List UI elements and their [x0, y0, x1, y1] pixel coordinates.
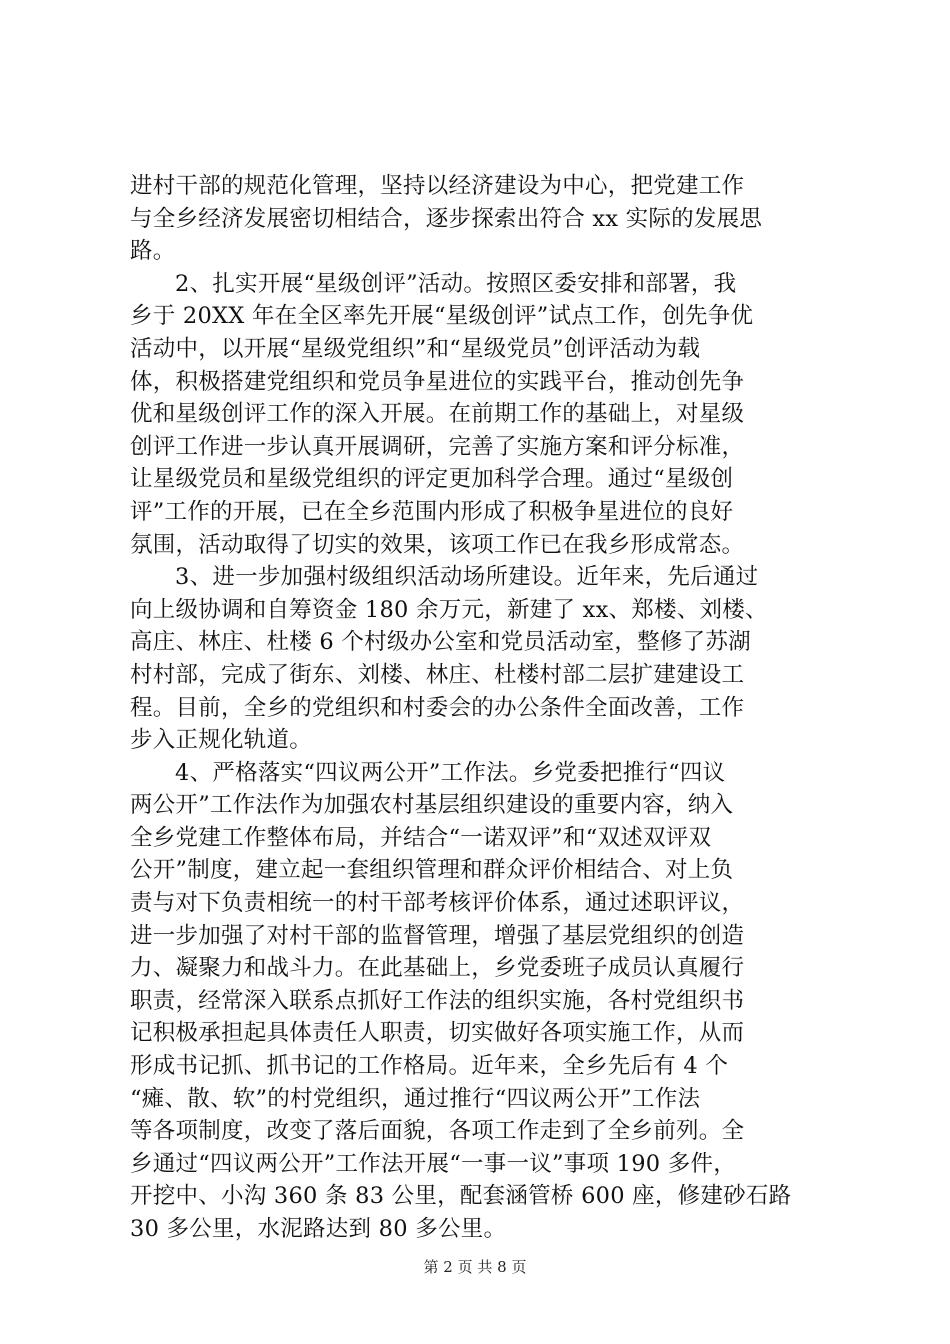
text-line: 乡通过“四议两公开”工作法开展“一事一议”事项 190 多件，	[130, 1150, 737, 1177]
text-line: 等各项制度，改变了落后面貌，各项工作走到了全乡前列。全	[130, 1118, 745, 1145]
text-line: 责与对下负责相统一的村干部考核评价体系，通过述职评议，	[130, 890, 745, 917]
body-text	[130, 170, 830, 1246]
paragraph-start: 2、扎实开展“星级创评”活动。按照区委安排和部署，我	[175, 270, 737, 297]
text-line: 氛围，活动取得了切实的效果，该项工作已在我乡形成常态。	[130, 531, 745, 558]
text-line: 程。目前，全乡的党组织和村委会的办公条件全面改善，工作	[130, 694, 745, 721]
text-line: 优和星级创评工作的深入开展。在前期工作的基础上，对星级	[130, 401, 745, 428]
text-line: 记积极承担起具体责任人职责，切实做好各项实施工作，从而	[130, 1020, 745, 1047]
text-line: 高庄、林庄、杜楼 6 个村级办公室和党员活动室，整修了苏湖	[130, 629, 751, 656]
text-line: 步入正规化轨道。	[130, 727, 313, 754]
text-line: 村村部，完成了街东、刘楼、林庄、杜楼村部二层扩建建设工	[130, 661, 745, 688]
text-line: 公开”制度，建立起一套组织管理和群众评价相结合、对上负	[130, 857, 734, 884]
text-line: 活动中，以开展“星级党组织”和“星级党员”创评活动为载	[130, 335, 701, 362]
text-line: “瘫、散、软”的村党组织，通过推行“四议两公开”工作法	[130, 1085, 701, 1112]
text-line: 向上级协调和自筹资金 180 余万元，新建了 xx、郑楼、刘楼、	[130, 596, 768, 623]
page-number-footer: 第 2 页 共 8 页	[423, 1258, 527, 1276]
text-line: 力、凝聚力和战斗力。在此基础上，乡党委班子成员认真履行	[130, 955, 745, 982]
text-line: 评”工作的开展，已在全乡范围内形成了积极争星进位的良好	[130, 498, 734, 525]
text-line: 让星级党员和星级党组织的评定更加科学合理。通过“星级创	[130, 466, 734, 493]
paragraph-start: 3、进一步加强村级组织活动场所建设。近年来，先后通过	[175, 564, 759, 591]
text-line: 全乡党建工作整体布局，并结合“一诺双评”和“双述双评双	[130, 824, 712, 851]
text-line: 30 多公里，水泥路达到 80 多公里。	[130, 1216, 507, 1242]
text-line: 乡于 20XX 年在全区率先开展“星级创评”试点工作，创先争优	[130, 303, 754, 330]
text-line: 开挖中、小沟 360 条 83 公里，配套涵管桥 600 座，修建砂石路	[130, 1183, 792, 1210]
paragraph-start: 4、严格落实“四议两公开”工作法。乡党委把推行“四议	[175, 759, 726, 786]
text-line: 创评工作进一步认真开展调研，完善了实施方案和评分标准，	[130, 433, 745, 460]
text-line: 进村干部的规范化管理，坚持以经济建设为中心，把党建工作	[130, 173, 745, 199]
text-line: 体，积极搭建党组织和党员争星进位的实践平台，推动创先争	[130, 368, 745, 395]
text-line: 路。	[130, 238, 176, 265]
text-line: 进一步加强了对村干部的监督管理，增强了基层党组织的创造	[130, 922, 745, 949]
text-line: 两公开”工作法作为加强农村基层组织建设的重要内容，纳入	[130, 792, 734, 819]
text-line: 职责，经常深入联系点抓好工作法的组织实施，各村党组织书	[130, 987, 745, 1014]
text-line: 与全乡经济发展密切相结合，逐步探索出符合 xx 实际的发展思	[130, 205, 763, 232]
text-line: 形成书记抓、抓书记的工作格局。近年来，全乡先后有 4 个	[130, 1053, 729, 1080]
